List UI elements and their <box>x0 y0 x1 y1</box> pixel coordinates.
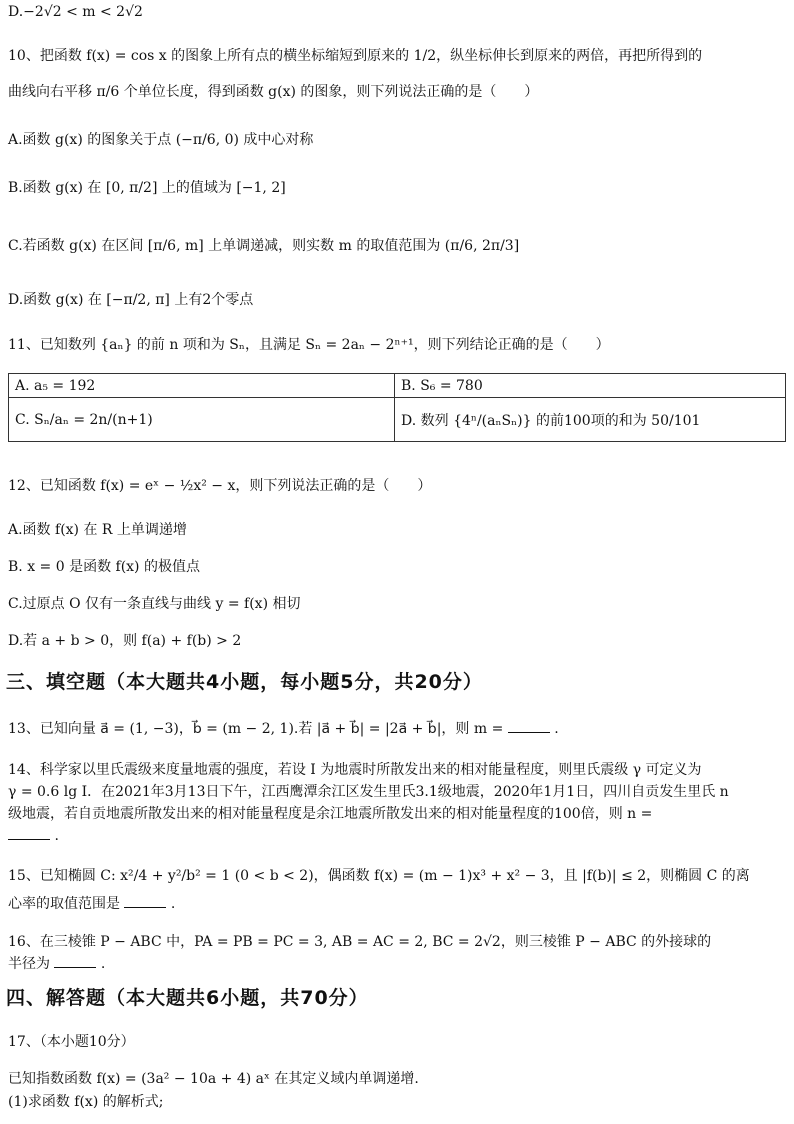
question-10-option-b: B.函数 g(x) 在 [0, π/2] 上的值域为 [−1, 2] <box>8 180 286 196</box>
question-12-option-c: C.过原点 O 仅有一条直线与曲线 y = f(x) 相切 <box>8 596 301 612</box>
question-14-line-2: γ = 0.6 lg I．在2021年3月13日下午，江西鹰潭余江区发生里氏3.1级地震，2020年1月1日，四川自贡发生里氏 n <box>8 784 729 800</box>
question-10-option-a: A.函数 g(x) 的图象关于点 (−π/6, 0) 成中心对称 <box>8 132 314 148</box>
question-12-option-b: B. x = 0 是函数 f(x) 的极值点 <box>8 559 200 575</box>
question-12-option-a: A.函数 f(x) 在 R 上单调递增 <box>8 522 187 538</box>
question-10-option-c: C.若函数 g(x) 在区间 [π/6, m] 上单调递减，则实数 m 的取值范围为 (π/6, 2π/3] <box>8 238 520 254</box>
question-16-line-1: 16、在三棱锥 P − ABC 中，PA = PB = PC = 3, AB = AC = 2, BC = 2√2，则三棱锥 P − ABC 的外接球的 <box>8 934 712 950</box>
answer-blank <box>8 826 50 840</box>
question-12-option-d: D.若 a + b > 0，则 f(a) + f(b) > 2 <box>8 633 242 649</box>
question-14-line-3: 级地震，若自贡地震所散发出来的相对能量程度是余江地震所散发出来的相对能量程度的100倍，则 n = <box>8 806 653 822</box>
question-14-line-1: 14、科学家以里氏震级来度量地震的强度，若设 I 为地震时所散发出来的相对能量程度，则里氏震级 γ 可定义为 <box>8 762 702 778</box>
question-13 <box>8 717 786 741</box>
question-15-line-2 <box>8 892 786 916</box>
question-9-option-d: D.−2√2 < m < 2√2 <box>8 4 143 20</box>
question-15-line-1: 15、已知椭圆 C: x²/4 + y²/b² = 1 (0 < b < 2)，偶函数 f(x) = (m − 1)x³ + x² − 3，且 |f(b)| ≤ 2，则椭圆 C 的离 <box>8 868 750 884</box>
section-4-heading: 四、解答题（本大题共6小题，共70分） <box>6 987 369 1009</box>
question-16-text: 半径为 <box>8 956 50 972</box>
section-3-heading: 三、填空题（本大题共4小题，每小题5分，共20分） <box>6 671 483 693</box>
question-11-option-b: B. S₆ = 780 <box>395 374 786 398</box>
question-17-heading: 17、（本小题10分） <box>8 1034 135 1050</box>
question-12-stem: 12、已知函数 f(x) = eˣ − ½x² − x，则下列说法正确的是（ ） <box>8 478 432 494</box>
question-16-end: . <box>100 956 106 972</box>
question-15-end: . <box>170 896 176 912</box>
answer-blank <box>54 954 96 968</box>
question-10-line-1: 10、把函数 f(x) = cos x 的图象上所有点的横坐标缩短到原来的 1/2，纵坐标伸长到原来的两倍，再把所得到的 <box>8 48 703 64</box>
question-10-line-2: 曲线向右平移 π/6 个单位长度，得到函数 g(x) 的图象，则下列说法正确的是（ ） <box>8 84 539 100</box>
question-17-part-1: (1)求函数 f(x) 的解析式; <box>8 1094 164 1110</box>
question-17-stem: 已知指数函数 f(x) = (3a² − 10a + 4) aˣ 在其定义域内单调递增. <box>8 1071 419 1087</box>
question-14-answer <box>8 824 786 848</box>
question-11-stem: 11、已知数列 {aₙ} 的前 n 项和为 Sₙ，且满足 Sₙ = 2aₙ − 2ⁿ⁺¹，则下列结论正确的是（ ） <box>8 337 610 353</box>
answer-blank <box>124 894 166 908</box>
question-15-text: 心率的取值范围是 <box>8 896 120 912</box>
answer-blank <box>508 719 550 733</box>
question-11-option-c: C. Sₙ/aₙ = 2n/(n+1) <box>9 398 395 442</box>
question-13-text: 13、已知向量 a⃗ = (1, −3)，b⃗ = (m − 2, 1).若 |a⃗ + b⃗| = |2a⃗ + b⃗|，则 m = <box>8 721 504 737</box>
question-11-options-table <box>8 373 786 442</box>
question-13-end: . <box>554 721 559 737</box>
question-10-option-d: D.函数 g(x) 在 [−π/2, π] 上有2个零点 <box>8 292 254 308</box>
question-14-end: . <box>54 828 59 844</box>
question-16-line-2 <box>8 952 786 976</box>
question-11-option-d: D. 数列 {4ⁿ/(aₙSₙ)} 的前100项的和为 50/101 <box>395 398 786 442</box>
question-11-option-a: A. a₅ = 192 <box>9 374 395 398</box>
